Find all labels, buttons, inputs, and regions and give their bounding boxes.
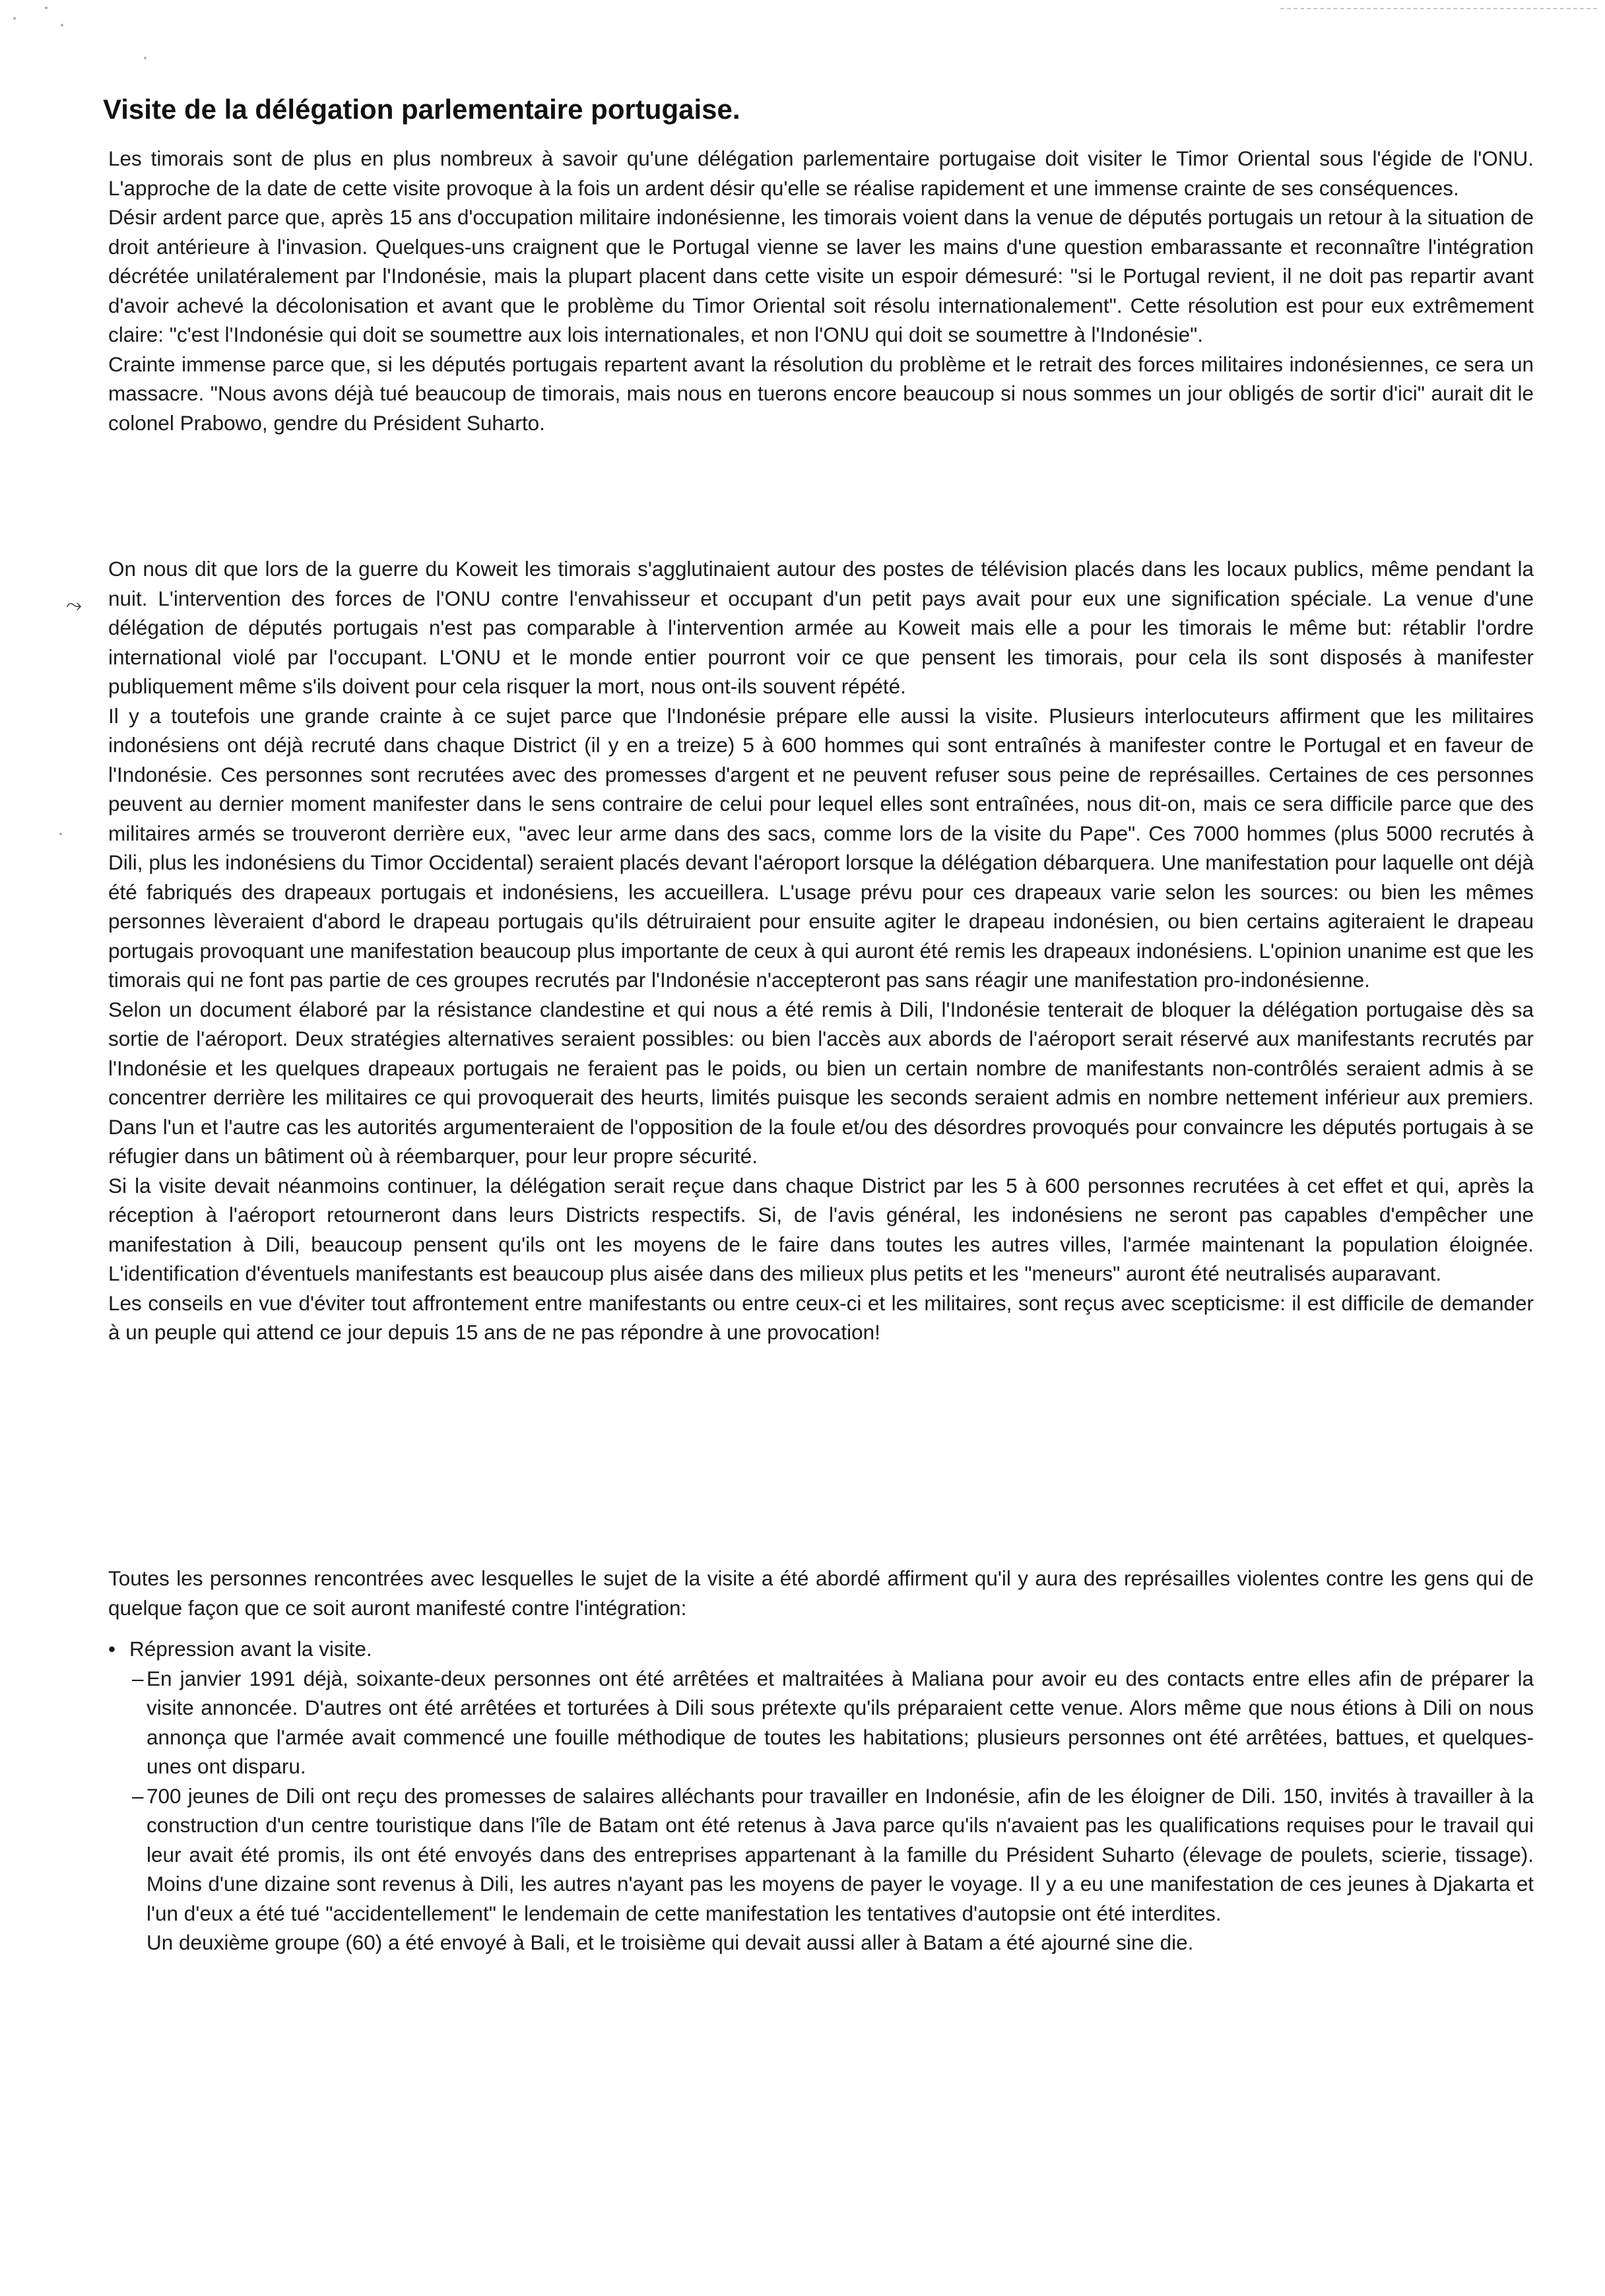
list-item [108,1664,1534,1781]
scan-speck [13,17,16,20]
paragraph-recrutement: Il y a toutefois une grande crainte à ce sujet parce que l'Indonésie prépare elle aussi la visite. Plusieurs interlocuteurs affirment que les militaires indonésiens ont déjà recruté dans chaque District (il y en a treize) 5 à 600 hommes qui sont entraînés à manifester contre le Portugal et en faveur de l'Indonésie. Ces personnes sont recrutées avec des promesses d'argent et ne peuvent refuser sous peine de représailles. Certaines de ces personnes peuvent au dernier moment manifester dans le sens contraire de celui pour lequel elles sont entraînées, nous dit-on, mais ce sera difficile parce que des militaires armés se trouveront derrière eux, "avec leur arme dans des sacs, comme lors de la visite du Pape". Ces 7000 hommes (plus 5000 recrutés à Dili, plus les indonésiens du Timor Occidental) seraient placés devant l'aéroport lorsque la délégation débarquera. Une manifestation pour laquelle ont déjà été fabriqués des drapeaux portugais et indonésiens, les accueillera. L'usage prévu pour ces drapeaux varie selon les sources: ou bien les mêmes personnes lèveraient d'abord le drapeau portugais qu'ils détruiraient pour ensuite agiter le drapeau indonésien, ou bien certains agiteraient le drapeau portugais provoquant une manifestation beaucoup plus importante de ceux à qui auront été remis les drapeaux indonésiens. L'opinion unanime est que les timorais qui ne font pas partie de ces groupes recrutés par l'Indonésie n'accepteront pas sans réagir une manifestation pro-indonésienne. [108,703,1534,992]
list-item-text: 700 jeunes de Dili ont reçu des promesses de salaires alléchants pour travailler en Indonésie, afin de les éloigner de Dili. 150, invités à travailler à la construction d'un centre touristique dans l'île de Batam ont été retenus à Java parce qu'ils n'avaient pas les qualifications requises pour le travail qui leur avait été promis, ils ont été envoyés dans des entreprises appartenant à la famille du Président Suharto (élevage de poulets, scierie, tissage). Moins d'une dizaine sont revenus à Dili, les autres n'ayant pas les moyens de payer le voyage. Il y a eu une manifestation de ces jeunes à Djakarta et l'un d'eux a été tué "accidentellement" le lendemain de cette manifestation les tentatives d'autopsie ont été interdites. [147,1783,1534,1925]
margin-pen-mark: ⤳ [66,594,82,617]
paragraph-crainte: Crainte immense parce que, si les députés portugais repartent avant la résolution du problème et le retrait des forces militaires indonésiennes, ce sera un massacre. "Nous avons déjà tué beaucoup de timorais, mais nous en tuerons encore beaucoup si nous sommes un jour obligés de sortir d'ici" aurait dit le colonel Prabowo, gendre du Président Suharto. [108,352,1534,435]
paragraph-koweit: On nous dit que lors de la guerre du Koweit les timorais s'agglutinaient autour des postes de télévision placés dans les locaux publics, même pendant la nuit. L'intervention des forces de l'ONU contre l'envahisseur et occupant d'un petit pays avait pour eux une signification spéciale. La venue d'une délégation de députés portugais n'est pas comparable à l'intervention armée au Koweit mais elle a pour les timorais le même but: rétablir l'ordre international violé par l'occupant. L'ONU et le monde entier pourront voir ce que pensent les timorais, pour cela ils sont disposés à manifester publiquement même s'ils doivent pour cela risquer la mort, nous ont-ils souvent répété. [108,557,1534,698]
scan-speck [59,833,62,835]
list-item [108,1781,1534,1929]
list-item-text: En janvier 1991 déjà, soixante-deux personnes ont été arrêtées et maltraitées à Maliana pour avoir eu des contacts entre elles afin de préparer la visite annoncée. D'autres ont été arrêtées et torturées à Dili sous prétexte qu'ils préparaient cette venue. Alors même que nous étions à Dili on nous annonça que l'armée avait commencé une fouille méthodique de toutes les habitations; plusieurs personnes ont été arrêtées, battues, et quelques-unes ont disparu. [147,1666,1534,1778]
document-title: Visite de la délégation parlementaire portugaise. [103,94,740,125]
scan-artifact-line [1280,8,1597,9]
bullet-heading [108,1634,1534,1664]
paragraph-desir: Désir ardent parce que, après 15 ans d'occupation militaire indonésienne, les timorais voient dans la venue de députés portugais un retour à la situation de droit antérieure à l'invasion. Quelques-uns craignent que le Portugal vienne se laver les mains d'une question embarassante et reconnaître l'intégration décrétée unilatéralement par l'Indonésie, mais la plupart placent dans cette visite un espoir démesuré: "si le Portugal revient, il ne doit pas repartir avant d'avoir achevé la décolonisation et avant que le problème du Timor Oriental soit résolu internationalement". Cette résolution est pour eux extrêmement claire: "c'est l'Indonésie qui doit se soumettre aux lois internationales, et non l'ONU qui doit se soumettre à l'Indonésie". [108,205,1534,346]
list-item-closing: Un deuxième groupe (60) a été envoyé à Bali, et le troisième qui devait aussi aller à Batam a été ajourné sine die. [147,1930,1194,1954]
body-block-1 [108,144,1534,437]
scan-speck [45,7,48,9]
scan-speck [144,57,147,59]
body-block-3 [108,1564,1534,1958]
paragraph-intro: Les timorais sont de plus en plus nombreux à savoir qu'une délégation parlementaire portugaise doit visiter le Timor Oriental sous l'égide de l'ONU. L'approche de la date de cette visite provoque à la fois un ardent désir qu'elle se réalise rapidement et une immense crainte de ses conséquences. [108,146,1534,200]
paragraph-represailles: Toutes les personnes rencontrées avec lesquelles le sujet de la visite a été abordé affirment qu'il y aura des représailles violentes contre les gens qui de quelque façon que ce soit auront manifesté contre l'intégration: [108,1566,1534,1620]
bullet-marker: • [108,1637,116,1661]
dash-marker: – [132,1783,144,1808]
paragraph-conseils: Les conseils en vue d'éviter tout affrontement entre manifestants ou entre ceux-ci et les militaires, sont reçus avec scepticisme: il est difficile de demander à un peuple qui attend ce jour depuis 15 ans de ne pas répondre à une provocation! [108,1291,1534,1344]
bullet-heading-text: Répression avant la visite. [129,1637,372,1661]
scan-speck [61,24,63,26]
paragraph-document-resistance: Selon un document élaboré par la résistance clandestine et qui nous a été remis à Dili, l'Indonésie tenterait de bloquer la délégation portugaise dès sa sortie de l'aéroport. Deux stratégies alternatives seraient possibles: ou bien l'accès aux abords de l'aéroport serait réservé aux manifestants recrutés par l'Indonésie et les quelques drapeaux portugais ne feraient pas le poids, ou bien un certain nombre de manifestants non-contrôlés seraient admis à se concentrer derrière les militaires ce qui provoquerait des heurts, limités puisque les seconds seraient admis en nombre nettement inférieur aux premiers. Dans l'un et l'autre cas les autorités argumenteraient de l'opposition de la foule et/ou des désordres provoqués pour convaincre les députés portugais à se réfugier dans un bâtiment où à réembarquer, pour leur propre sécurité. [108,997,1534,1168]
paragraph-districts: Si la visite devait néanmoins continuer, la délégation serait reçue dans chaque District par les 5 à 600 personnes recrutées à cet effet et qui, après la réception à l'aéroport retourneront dans leurs Districts respectifs. Si, de l'avis général, les indonésiens ne seront pas capables d'empêcher une manifestation à Dili, beaucoup pensent qu'ils ont les moyens de le faire dans toutes les autres villes, l'armée maintenant la population éloignée. L'identification d'éventuels manifestants est beaucoup plus aisée dans des milieux plus petits et les "meneurs" auront été neutralisés auparavant. [108,1173,1534,1285]
body-block-2 [108,554,1534,1347]
dash-marker: – [132,1666,144,1690]
